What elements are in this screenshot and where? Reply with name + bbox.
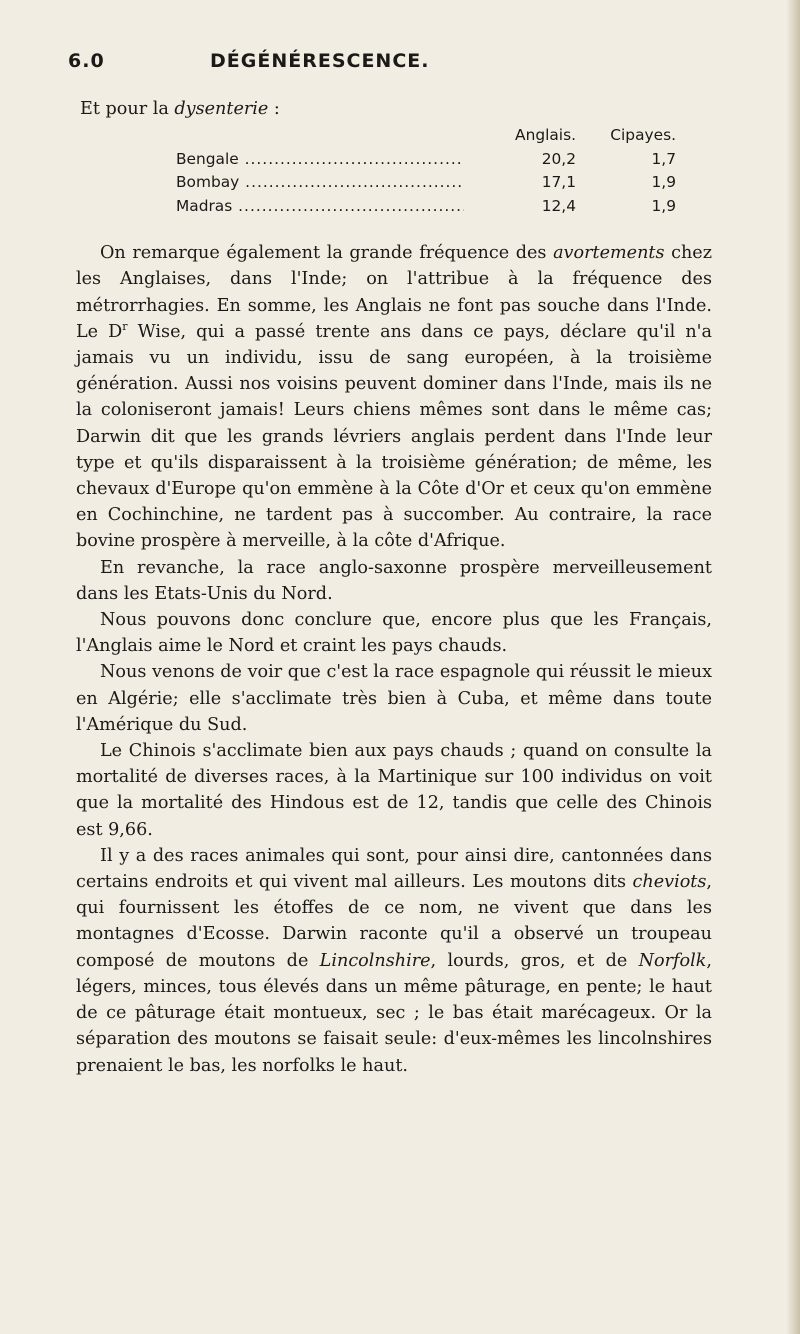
italic-term: Norfolk	[638, 950, 707, 971]
table-row	[176, 195, 676, 219]
table-header-anglais: Anglais.	[515, 126, 576, 145]
paragraph-text: En revanche, la race anglo-saxonne prospère merveilleusement dans les Etats-Unis du Nord.	[76, 557, 712, 604]
paragraph-text: Nous venons de voir que c'est la race espagnole qui réussit le mieux en Algérie; elle s'acclimate très bien à Cuba, et même dans toute l'Amérique du Sud.	[76, 662, 712, 735]
table-intro	[80, 96, 712, 122]
table-row-anglais: 12,4	[541, 196, 576, 215]
paragraph-text: Nous pouvons donc conclure que, encore plus que les Français, l'Anglais aime le Nord et craint les pays chauds.	[76, 610, 712, 657]
paragraph-text: chez les Anglaises, dans l'Inde; on l'attribue à la fréquence des métrorrhagies. En somme, les Anglais ne font pas souche dans l'Inde. Le D	[76, 243, 712, 342]
running-title: DÉGÉNÉRESCENCE.	[210, 50, 430, 72]
paragraph-text: r	[122, 319, 128, 333]
page-body	[76, 96, 712, 1079]
paragraph	[76, 240, 712, 554]
paragraph-text: Il y a des races animales qui sont, pour ainsi dire, cantonnées dans certains endroits et qui vivent mal ailleurs. Les moutons dits	[76, 845, 712, 893]
italic-term: cheviots	[632, 872, 707, 893]
paragraph	[76, 843, 712, 1079]
paragraph-text: , qui fournissent les étoffes de ce nom, ne vivent que dans les montagnes d'Ecosse. Darwin raconte qu'il a observé un troupeau composé de moutons de	[76, 872, 712, 971]
italic-term: avortements	[553, 243, 665, 264]
table-row-place: Madras .....	[176, 195, 464, 219]
table-row-place: Bombay .....	[176, 171, 464, 195]
table-header-cipayes: Cipayes.	[610, 126, 676, 145]
paragraph	[76, 738, 712, 843]
paragraph-text: , légers, minces, tous élevés dans un même pâturage, en pente; le haut de ce pâturage était montueux, sec ; le bas était marécageux. Or la séparation des moutons se faisait seule: d'eux-mêmes les lincolnshires prenaient le bas, les norfolks le haut.	[76, 950, 712, 1076]
table-header-blank	[176, 124, 476, 148]
table-row	[176, 148, 676, 172]
table-row-place: Bengale .....	[176, 148, 464, 172]
paragraph	[76, 607, 712, 659]
table-row-cipayes: 1,9	[651, 173, 676, 192]
body-text	[76, 240, 712, 1079]
italic-term: Lincolnshire	[319, 950, 431, 971]
table-header-row	[176, 124, 676, 148]
table-row-cipayes: 1,9	[651, 196, 676, 215]
table-row-anglais: 20,2	[541, 149, 576, 168]
paragraph	[76, 659, 712, 738]
mortality-table	[176, 124, 676, 218]
paragraph-text: , lourds, gros, et de	[430, 950, 639, 971]
table-row-cipayes: 1,7	[651, 149, 676, 168]
intro-colon: :	[268, 99, 280, 119]
page-edge	[786, 0, 800, 1334]
intro-text: Et pour la	[80, 99, 175, 119]
page-number: 6.0	[68, 50, 105, 72]
table-row	[176, 171, 676, 195]
table-row-anglais: 17,1	[541, 173, 576, 192]
paragraph-text: On remarque également la grande fréquence des	[100, 243, 554, 264]
paragraph-text: Le Chinois s'acclimate bien aux pays chauds ; quand on consulte la mortalité de diverses races, à la Martinique sur 100 individus on voit que la mortalité des Hindous est de 12, tandis que celle des Chinois est 9,66.	[76, 741, 712, 840]
paragraph-text: Wise, qui a passé trente ans dans ce pays, déclare qu'il n'a jamais vu un individu, issu de sang européen, à la troisième génération. Aussi nos voisins peuvent dominer dans l'Inde, mais ils ne la coloniseront jamais! Leurs chiens mêmes sont dans le même cas; Darwin dit que les grands lévriers anglais perdent dans l'Inde leur type et qu'ils disparaissent à la troisième génération; de même, les chevaux d'Europe qu'on emmène à la Côte d'Or et ceux qu'on emmène en Cochinchine, ne tardent pas à succomber. Au contraire, la race bovine prospère à merveille, à la côte d'Afrique.	[76, 321, 713, 552]
running-header	[68, 50, 708, 80]
paragraph	[76, 555, 712, 607]
intro-term: dysenterie	[174, 99, 269, 119]
